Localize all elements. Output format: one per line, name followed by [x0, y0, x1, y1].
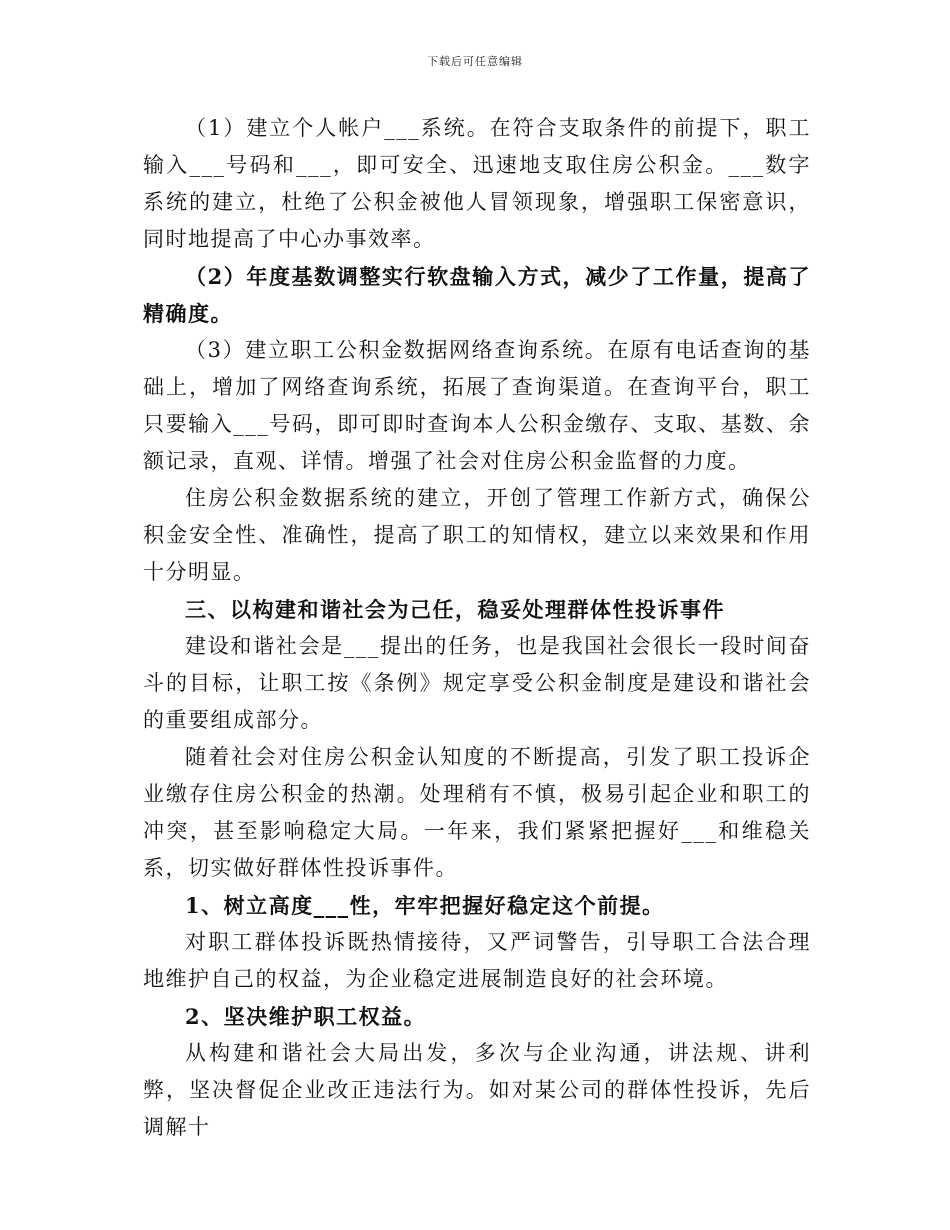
- paragraph-base-adjustment: （2）年度基数调整实行软盘输入方式，减少了工作量，提高了精确度。: [143, 264, 811, 326]
- paragraph-network-query: （3）建立职工公积金数据网络查询系统。在原有电话查询的基础上，增加了网络查询系统，拓展了查询渠道。在查询平台，职工只要输入___号码，即可即时查询本人公积金缴存、支取、基数、余额记录，直观、详情。增强了社会对住房公积金监督的力度。: [143, 338, 811, 473]
- paragraph-harmonious-society: 建设和谐社会是___提出的任务，也是我国社会很长一段时间奋斗的目标，让职工按《条例》规定享受公积金制度是建设和谐社会的重要组成部分。: [143, 634, 811, 732]
- subheading-worker-rights: 2、坚决维护职工权益。: [185, 1004, 427, 1029]
- paragraph-complaints: 随着社会对住房公积金认知度的不断提高，引发了职工投诉企业缴存住房公积金的热潮。处理稍有不慎，极易引起企业和职工的冲突，甚至影响稳定大局。一年来，我们紧紧把握好___和维稳关系，切实做好群体性投诉事件。: [143, 745, 811, 880]
- paragraph-enterprise-communication: 从构建和谐社会大局出发，多次与企业沟通，讲法规、讲利弊，坚决督促企业改正违法行为。如对某公司的群体性投诉，先后调解十: [143, 1041, 811, 1139]
- paragraph-personal-account: （1）建立个人帐户___系统。在符合支取条件的前提下，职工输入___号码和___，即可安全、迅速地支取住房公积金。___数字系统的建立，杜绝了公积金被他人冒领现象，增强职工保密意识，同时地提高了中心办事效率。: [143, 116, 811, 251]
- paragraph-data-system: 住房公积金数据系统的建立，开创了管理工作新方式，确保公积金安全性、准确性，提高了职工的知情权，建立以来效果和作用十分明显。: [143, 486, 811, 584]
- document-body: [143, 110, 811, 1146]
- subheading-stability: 1、树立高度___性，牢牢把握好稳定这个前提。: [185, 893, 665, 918]
- page-header: 下载后可任意编辑: [427, 55, 523, 68]
- section-heading-harmonious-society: 三、以构建和谐社会为己任，稳妥处理群体性投诉事件: [185, 597, 725, 622]
- paragraph-group-complaints: 对职工群体投诉既热情接待，又严词警告，引导职工合法合理地维护自己的权益，为企业稳定进展制造良好的社会环境。: [143, 930, 811, 991]
